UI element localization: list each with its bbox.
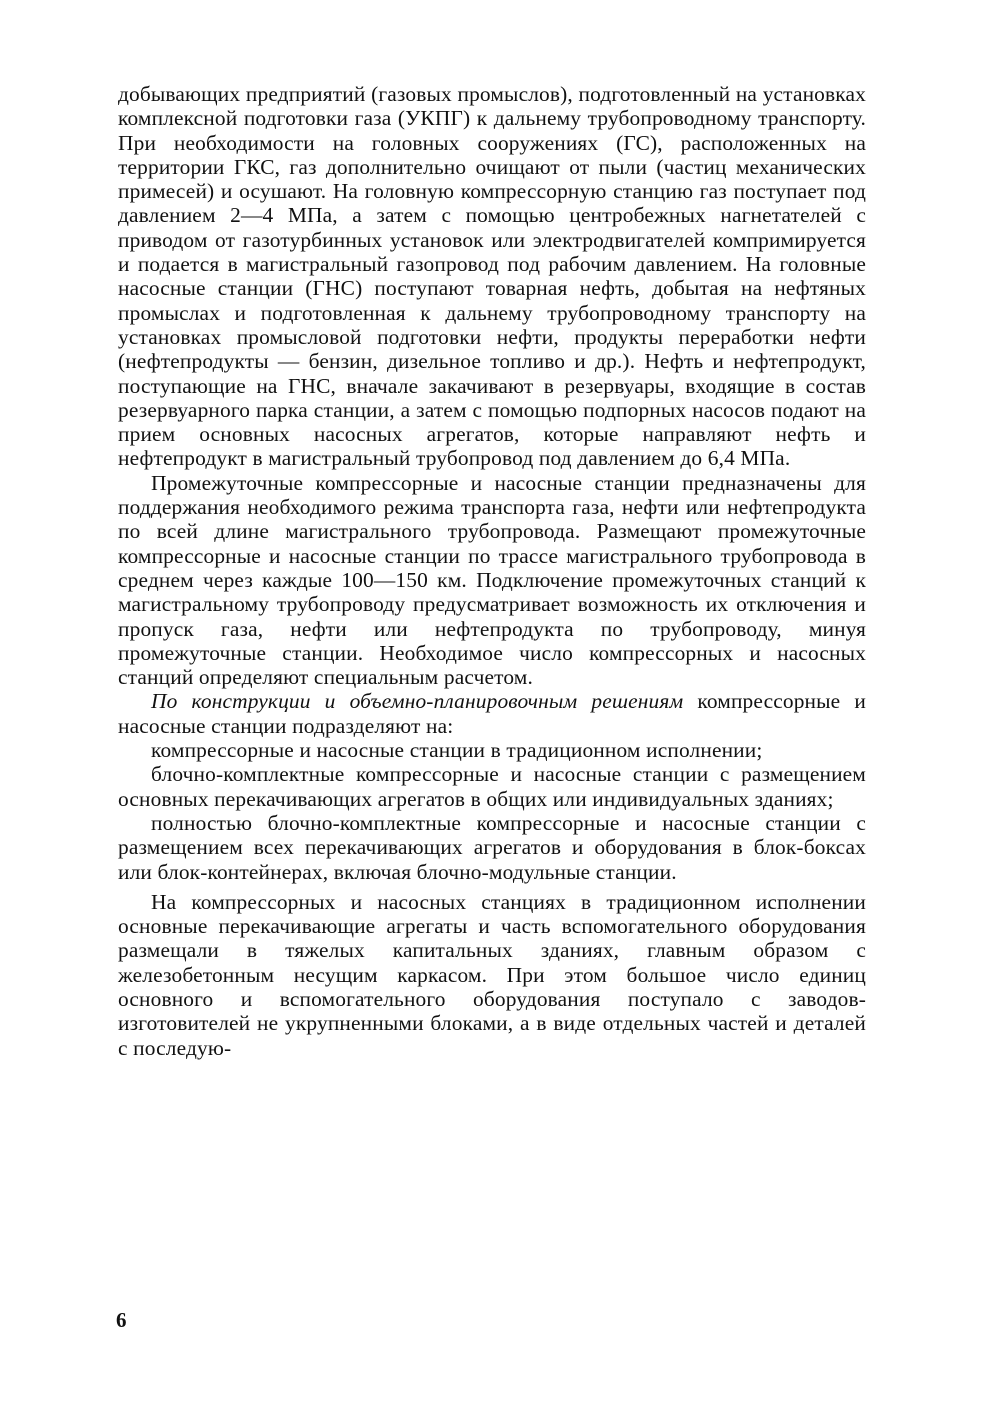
paragraph-gas-oil-stations: добывающих предприятий (газовых промыслов), подготовленный на установках комплексной подготовки газа (УКПГ) к дальнему трубопроводному транспорту. При необходимости на головных сооружениях (ГС), расположенных на территории ГКС, газ дополнительно очищают от пыли (частиц механических примесей) и осушают. На головную компрессорную станцию газ поступает под давлением 2—4 МПа, а затем с помощью центробежных нагнетателей с приводом от газотурбинных установок или электродвигателей компримируется и подается в магистральный газопровод под рабочим давлением. На головные насосные станции (ГНС) поступают товарная нефть, добытая на нефтяных промыслах и подготовленная к дальнему трубопроводному транспорту на установках промысловой подготовки нефти, продукты переработки нефти (нефтепродукты — бензин, дизельное топливо и др.). Нефть и нефтепродукт, поступающие на ГНС, вначале закачивают в резервуары, входящие в состав резервуарного парка станции, а затем с помощью подпорных насосов подают на прием основных насосных агрегатов, которые направляют нефть и нефтепродукт в магистральный трубопровод под давлением до 6,4 МПа. (118, 82, 866, 471)
list-item-fully-block-complete: полностью блочно-комплектные компрессорные и насосные станции с размещением всех перекачивающих агрегатов и оборудования в блок-боксах или блок-контейнерах, включая блочно-модульные станции. (118, 810, 866, 884)
paragraph-intermediate-stations: Промежуточные компрессорные и насосные станции предназначены для поддержания необходимого режима транспорта газа, нефти или нефтепродукта по всей длине магистрального трубопровода. Размещают промежуточные компрессорные и насосные станции по трассе магистрального трубопровода в среднем через каждые 100—150 км. Подключение промежуточных станций к магистральному трубопроводу предусматривает возможность их отключения и пропуск газа, нефти или нефтепродукта по трубопроводу, минуя промежуточные станции. Необходимое число компрессорных и насосных станций определяют специальным расчетом. (118, 470, 866, 690)
list-item-block-complete: блочно-комплектные компрессорные и насосные станции с размещением основных перекачивающих агрегатов в общих или индивидуальных зданиях; (118, 762, 866, 811)
list-item-traditional: компрессорные и насосные станции в традиционном исполнении; (151, 738, 763, 763)
classification-intro-rest: компрессорные и насосные станции подразделяют на: (118, 689, 866, 738)
paragraph-classification-intro (118, 689, 866, 738)
paragraph-traditional-construction: На компрессорных и насосных станциях в традиционном исполнении основные перекачивающие агрегаты и часть вспомогательного оборудования размещали в тяжелых капитальных зданиях, главным образом с железобетонным несущим каркасом. При этом большое число единиц основного и вспомогательного оборудования поступало с заводов-изготовителей не укрупненными блоками, а в виде отдельных частей и деталей с последую- (118, 889, 866, 1060)
page-number: 6 (116, 1308, 127, 1332)
classification-italic-phrase: По конструкции и объемно-планировочным решениям (151, 689, 684, 714)
body-text (118, 82, 866, 1060)
